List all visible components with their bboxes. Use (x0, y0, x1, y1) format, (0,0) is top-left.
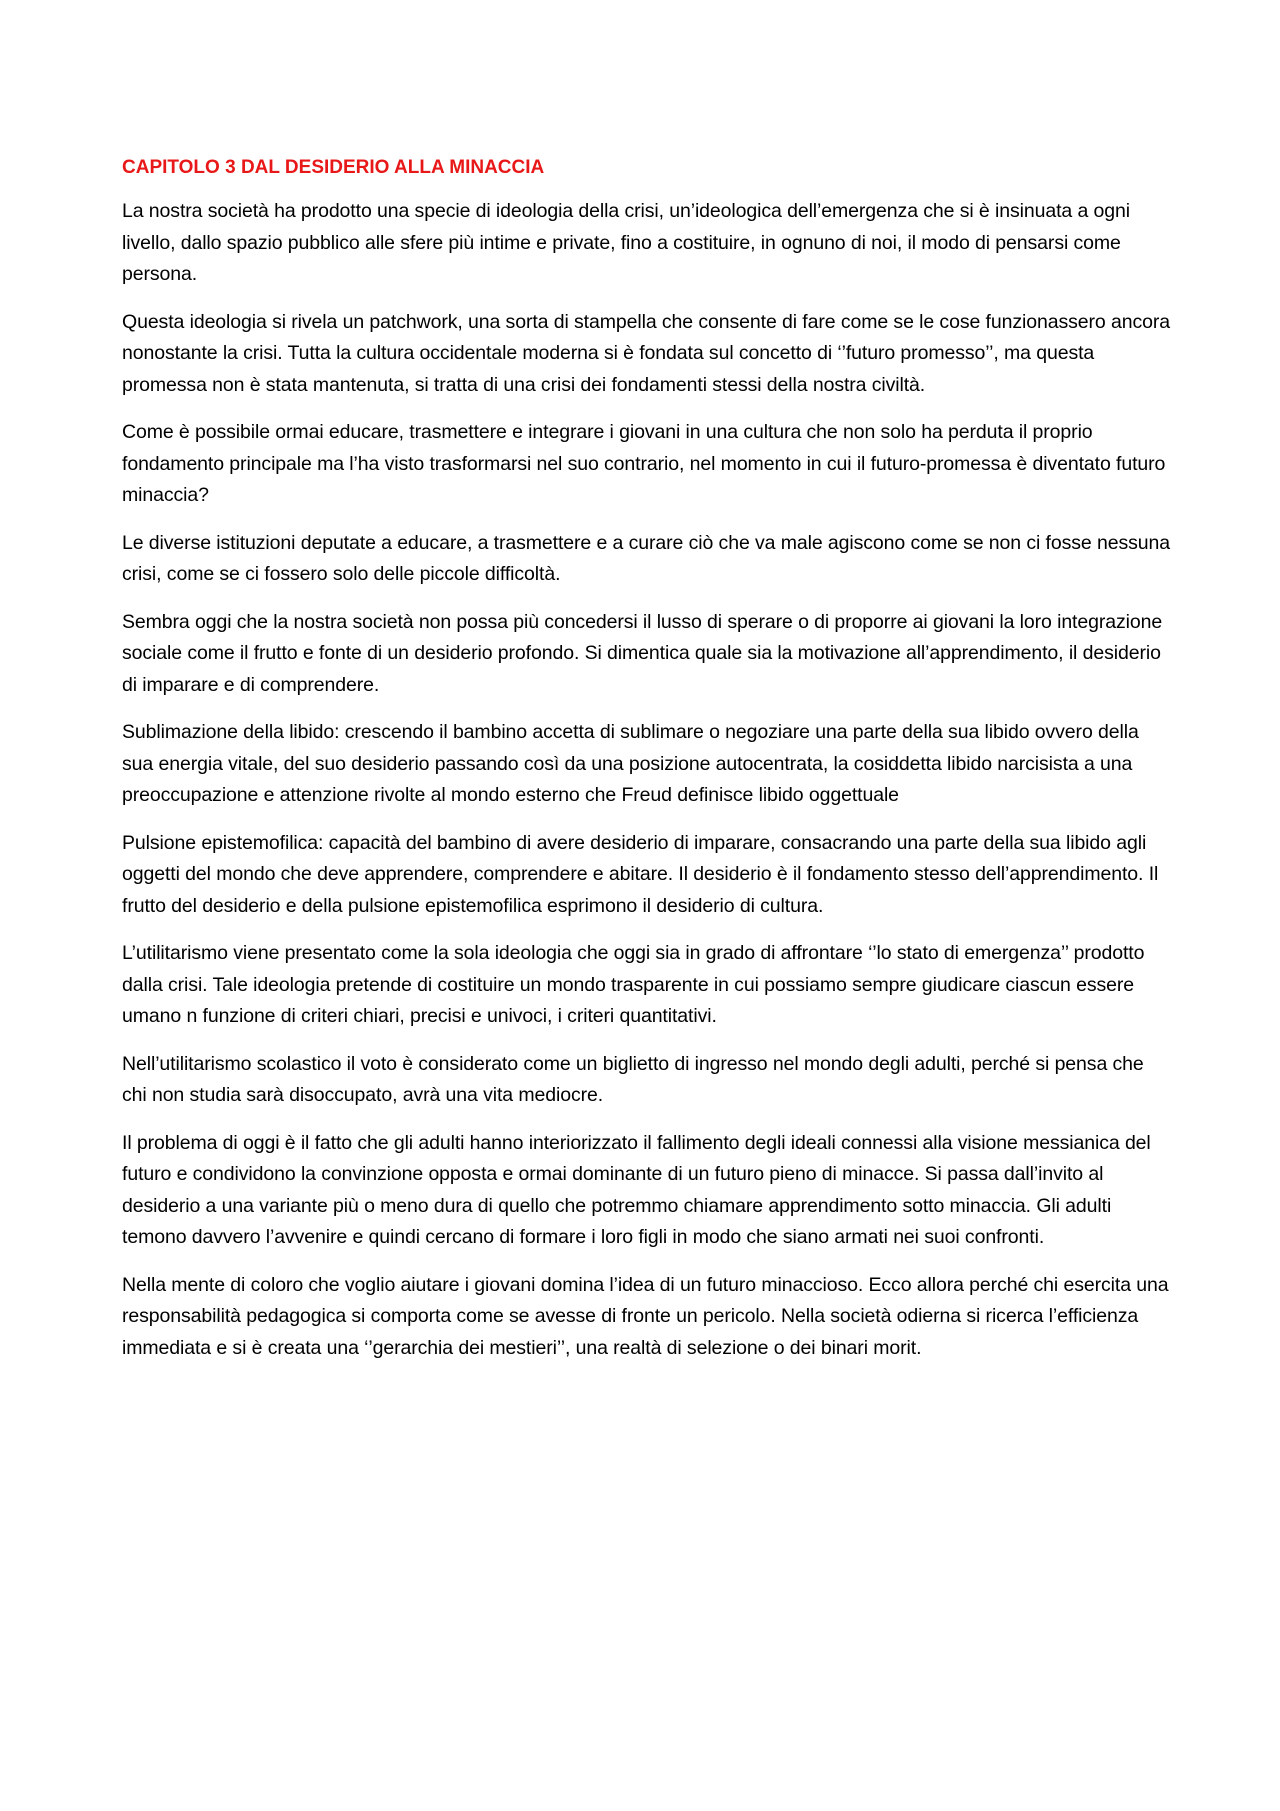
paragraph-7: Pulsione epistemofilica: capacità del bambino di avere desiderio di imparare, consacrando una parte della sua libido agli oggetti del mondo che deve apprendere, comprendere e abitare. Il desiderio è il fondamento stesso dell’apprendimento. Il frutto del desiderio e della pulsione epistemofilica esprimono il desiderio di cultura. (122, 831, 1159, 917)
paragraph-9: Nell’utilitarismo scolastico il voto è considerato come un biglietto di ingresso nel mondo degli adulti, perché si pensa che chi non studia sarà disoccupato, avrà una vita mediocre. (122, 1052, 1144, 1106)
chapter-title: CAPITOLO 3 DAL DESIDERIO ALLA MINACCIA (122, 157, 545, 178)
paragraph-4: Le diverse istituzioni deputate a educare, a trasmettere e a curare ciò che va male agiscono come se non ci fosse nessuna crisi, come se ci fossero solo delle piccole difficoltà. (122, 531, 1170, 585)
paragraph-1: La nostra società ha prodotto una specie di ideologia della crisi, un’ideologica dell’emergenza che si è insinuata a ogni livello, dallo spazio pubblico alle sfere più intime e private, fino a costituire, in ognuno di noi, il modo di pensarsi come persona. (122, 200, 1130, 285)
paragraph-2: Questa ideologia si rivela un patchwork, una sorta di stampella che consente di fare come se le cose funzionassero ancora nonostante la crisi. Tutta la cultura occidentale moderna si è fondata sul concetto di ‘’futuro promesso’’, ma questa promessa non è stata mantenuta, si tratta di una crisi dei fondamenti stessi della nostra civiltà. (122, 310, 1170, 396)
paragraph-8: L’utilitarismo viene presentato come la sola ideologia che oggi sia in grado di affrontare ‘’lo stato di emergenza’’ prodotto dalla crisi. Tale ideologia pretende di costituire un mondo trasparente in cui possiamo sempre giudicare ciascun essere umano n funzione di criteri chiari, precisi e univoci, i criteri quantitativi. (122, 942, 1145, 1027)
paragraph-10: Il problema di oggi è il fatto che gli adulti hanno interiorizzato il fallimento degli ideali connessi alla visione messianica del futuro e condividono la convinzione opposta e ormai dominante di un futuro pieno di minacce. Si passa dall’invito al desiderio a una variante più o meno dura di quello che potremmo chiamare apprendimento sotto minaccia. Gli adulti temono davvero l’avvenire e quindi cercano di formare i loro figli in modo che siano armati nei suoi confronti. (122, 1131, 1151, 1248)
document-body (122, 152, 1172, 1380)
paragraph-6: Sublimazione della libido: crescendo il bambino accetta di sublimare o negoziare una parte della sua libido ovvero della sua energia vitale, del suo desiderio passando così da una posizione autocentrata, la cosiddetta libido narcisista a una preoccupazione e attenzione rivolte al mondo esterno che Freud definisce libido oggettuale (122, 721, 1139, 806)
paragraph-5: Sembra oggi che la nostra società non possa più concedersi il lusso di sperare o di proporre ai giovani la loro integrazione sociale come il frutto e fonte di un desiderio profondo. Si dimentica quale sia la motivazione all’apprendimento, il desiderio di imparare e di comprendere. (122, 610, 1163, 696)
paragraph-11: Nella mente di coloro che voglio aiutare i giovani domina l’idea di un futuro minaccioso. Ecco allora perché chi esercita una responsabilità pedagogica si comporta come se avesse di fronte un pericolo. Nella società odierna si ricerca l’efficienza immediata e si è creata una ‘’gerarchia dei mestieri’’, una realtà di selezione o dei binari morit. (122, 1273, 1169, 1359)
paragraph-3: Come è possibile ormai educare, trasmettere e integrare i giovani in una cultura che non solo ha perduta il proprio fondamento principale ma l’ha visto trasformarsi nel suo contrario, nel momento in cui il futuro-promessa è diventato futuro minaccia? (122, 421, 1166, 506)
